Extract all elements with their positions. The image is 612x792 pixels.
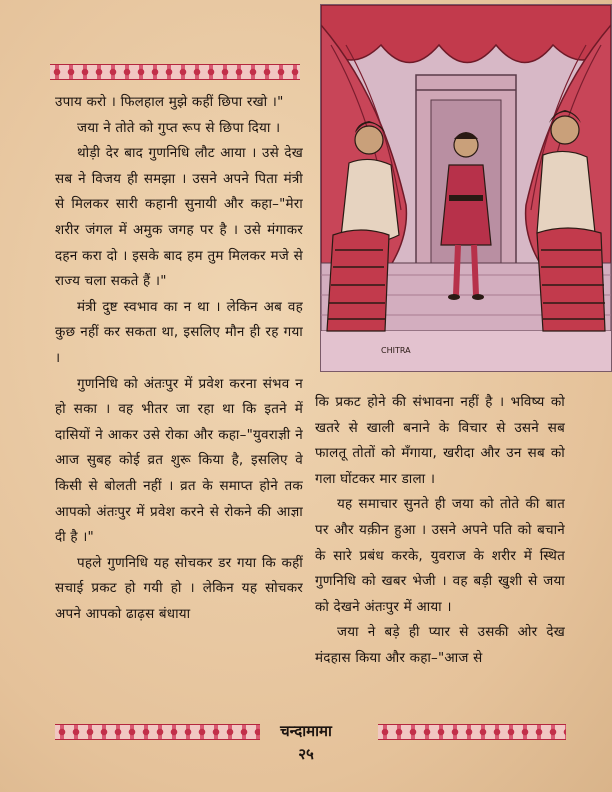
paragraph-8: यह समाचार सुनते ही जया को तोते की बात पर और यक़ीन हुआ । उसने अपने पति को बचाने के सारे प्रबंध करके, युवराज के शरीर में स्थित गुणनिधि को खबर भेजी । वह बड़ी खुशी से जया को देखने अंतःपुर में आया । [315,496,565,615]
illustrator-signature: CHITRA [381,346,411,355]
paragraph-3: थोड़ी देर बाद गुणनिधि लौट आया । उसे देख सब ने विजय ही समझा । उसने अपने पिता मंत्री से मिलकर सारी कहानी सुनायी और कहा–"मेरा शरीर जंगल में अमुक जगह पर है । उसे मंगाकर दहन करा दो । इसके बाद हम तुम मिलकर मजे से राज्य चला सकते हैं ।" [55,145,303,290]
page-number: २५ [298,745,314,763]
paragraph-7: कि प्रकट होने की संभावना नहीं है । भविष्य को खतरे से खाली बनाने के विचार से उसने सब फालतू तोतों को मँगाया, खरीदा और उन सब को गला घोंटकर मार डाला । [315,394,565,487]
left-column [55,90,303,627]
palace-scene-drawing [321,5,611,371]
right-column [315,390,565,672]
paragraph-6: पहले गुणनिधि यह सोचकर डर गया कि कहीं सचाई प्रकट हो गयी हो । लेकिन यह सोचकर अपने आपको ढाढ़स बंधाया [55,554,303,622]
paragraph-5: गुणनिधि को अंतःपुर में प्रवेश करना संभव न हो सका । वह भीतर जा रहा था कि इतने में दासियों ने आकर उसे रोका और कहा–"युवराज्ञी ने आज सुबह कोई व्रत शुरू किया है, इसलिए वे किसी से बोलती नहीं । व्रत के समाप्त होने तक आपको अंतःपुर में प्रवेश करने से रोकने की आज्ञा दी है ।" [55,375,303,546]
paragraph-2: जया ने तोते को गुप्त रूप से छिपा दिया । [77,119,281,136]
paragraph-9: जया ने बड़े ही प्यार से उसकी ओर देख मंदहास किया और कहा–"आज से [315,624,565,666]
paragraph-4: मंत्री दुष्ट स्वभाव का न था । लेकिन अब वह कुछ नहीं कर सकता था, इसलिए मौन ही रह गया । [55,298,303,366]
story-illustration [320,4,612,372]
magazine-title: चन्दामामा [280,722,332,740]
top-decorative-border [50,64,300,80]
paragraph-1: उपाय करो । फिलहाल मुझे कहीं छिपा रखो ।" [55,94,284,110]
